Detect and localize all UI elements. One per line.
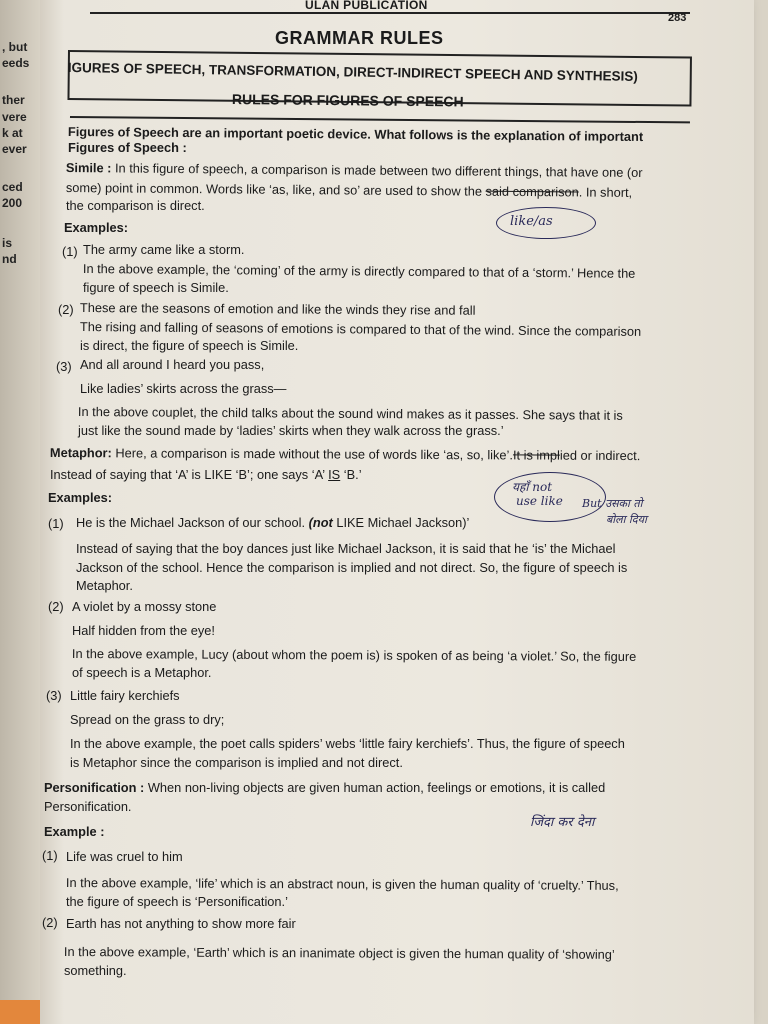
example-line: In the above couplet, the child talks about the sound wind makes as it passes. She says that it is [77, 404, 623, 423]
simile-definition-line [66, 180, 632, 200]
example-line: Half hidden from the eye! [72, 623, 215, 638]
example-line: The army came like a storm. [83, 242, 245, 257]
examples-label: Examples: [48, 490, 113, 505]
publication-header: ULAN PUBLICATION [305, 0, 428, 12]
example-text: LIKE Michael Jackson)’ [336, 515, 470, 530]
page-number: 283 [668, 12, 687, 24]
struck-text: It is impl [512, 447, 560, 463]
example-line: Metaphor. [76, 578, 133, 593]
example-line: is Metaphor since the comparison is implied and not direct. [70, 755, 403, 770]
margin-fragment: k at [2, 126, 23, 140]
margin-fragment: ther [2, 93, 25, 107]
simile-text: . In short, [578, 184, 633, 200]
boxed-heading: IGURES OF SPEECH, TRANSFORMATION, DIRECT-INDIRECT SPEECH AND SYNTHESIS) [67, 60, 638, 84]
margin-fragment: 200 [2, 196, 23, 210]
margin-fragment: ever [2, 142, 27, 156]
handwritten-note: But उसका तो [582, 497, 643, 510]
example-number: (3) [46, 688, 62, 703]
example-number: (2) [48, 599, 64, 614]
example-line: just like the sound made by ‘ladies’ skirts when they walk across the grass.’ [78, 423, 504, 438]
handwritten-note: बोला दिया [606, 513, 647, 526]
simile-definition-line: the comparison is direct. [66, 198, 205, 213]
margin-fragment: ced [2, 180, 23, 194]
struck-text: said comparison [485, 183, 579, 200]
simile-text: In this figure of speech, a comparison is made between two different things, that have one (or [114, 160, 643, 181]
simile-text: some) point in common. Words like ‘as, like, and so’ are used to show the [65, 180, 483, 199]
handwritten-note: use like [516, 494, 563, 508]
metaphor-text: ‘B.’ [343, 467, 362, 482]
example-line: Like ladies’ skirts across the grass— [80, 381, 287, 396]
example-line: the figure of speech is ‘Personification.’ [66, 894, 288, 909]
example-line: something. [64, 963, 127, 978]
example-label: Example : [44, 824, 105, 839]
example-number: (3) [56, 359, 72, 374]
margin-fragment: nd [2, 252, 17, 266]
metaphor-definition-line [50, 467, 362, 482]
intro-line: Figures of Speech are an important poetic device. What follows is the explanation of important [67, 124, 644, 145]
personification-term: Personification : [44, 780, 145, 795]
page-title: GRAMMAR RULES [275, 28, 444, 48]
example-line: In the above example, the poet calls spiders’ webs ‘little fairy kerchiefs’. Thus, the figure of speech [70, 736, 625, 751]
example-line: Spread on the grass to dry; [70, 712, 225, 727]
handwritten-note: यहाँ not [512, 480, 553, 494]
example-line: is direct, the figure of speech is Simile. [80, 338, 299, 353]
example-line: Little fairy kerchiefs [70, 688, 180, 703]
example-line: Jackson of the school. Hence the comparison is implied and not direct. So, the figure of speech is [76, 560, 628, 575]
example-line: These are the seasons of emotion and like the winds they rise and fall [79, 300, 476, 318]
intro-line: Figures of Speech : [68, 140, 187, 155]
header-rule [90, 12, 690, 14]
margin-fragment: eeds [2, 56, 30, 70]
example-line: figure of speech is Simile. [83, 280, 229, 295]
simile-definition [66, 160, 643, 180]
example-line: In the above example, the ‘coming’ of the army is directly compared to that of a ‘storm.’ Hence the [82, 261, 636, 281]
example-line: Life was cruel to him [66, 849, 183, 864]
example-line: In the above example, ‘Earth’ which is an inanimate object is given the human quality of ‘showing’ [63, 944, 615, 962]
margin-fragment: , but [2, 40, 28, 54]
example-line: And all around I heard you pass, [80, 357, 265, 372]
examples-label: Examples: [64, 220, 129, 235]
simile-term: Simile : [65, 160, 112, 176]
example-number: (2) [42, 915, 58, 930]
example-line: Earth has not anything to show more fair [66, 916, 296, 931]
example-number: (1) [48, 516, 64, 531]
handwritten-note: like/as [510, 214, 553, 229]
metaphor-emphasis: IS [328, 467, 341, 482]
metaphor-text: Here, a comparison is made without the use of words like ‘as, so, like’. [115, 445, 514, 463]
example-line: Instead of saying that the boy dances just like Michael Jackson, it is said that he ‘is’ the Michael [76, 541, 616, 556]
personification-text: When non-living objects are given human action, feelings or emotions, it is called [147, 780, 606, 795]
metaphor-text: Instead of saying that ‘A’ is LIKE ‘B’; one says ‘A’ [50, 467, 325, 482]
handwritten-note: जिंदा कर देना [530, 815, 595, 830]
example-line: In the above example, ‘life’ which is an abstract noun, is given the human quality of ‘cruelty.’ Thus, [65, 875, 619, 893]
personification-definition-line: Personification. [44, 799, 132, 814]
margin-fragment: is [2, 236, 13, 250]
metaphor-term: Metaphor: [49, 445, 112, 461]
example-number: (1) [62, 244, 78, 259]
example-line: A violet by a mossy stone [72, 599, 217, 614]
example-line: In the above example, Lucy (about whom the poem is) is spoken of as being ‘a violet.’ So, the figure [71, 646, 637, 664]
example-line [76, 515, 469, 530]
example-line: of speech is a Metaphor. [72, 665, 212, 680]
metaphor-definition [50, 445, 640, 463]
metaphor-text: ied or indirect. [559, 447, 641, 464]
example-emphasis: (not [308, 515, 333, 530]
section-rule [70, 116, 690, 123]
example-text: He is the Michael Jackson of our school. [76, 515, 306, 530]
example-line: The rising and falling of seasons of emotions is compared to that of the wind. Since the comparison [79, 319, 642, 339]
personification-definition [44, 780, 605, 795]
example-number: (2) [58, 302, 74, 317]
margin-fragment: vere [2, 110, 27, 124]
section-title: RULES FOR FIGURES OF SPEECH [231, 91, 464, 110]
example-number: (1) [42, 848, 58, 863]
